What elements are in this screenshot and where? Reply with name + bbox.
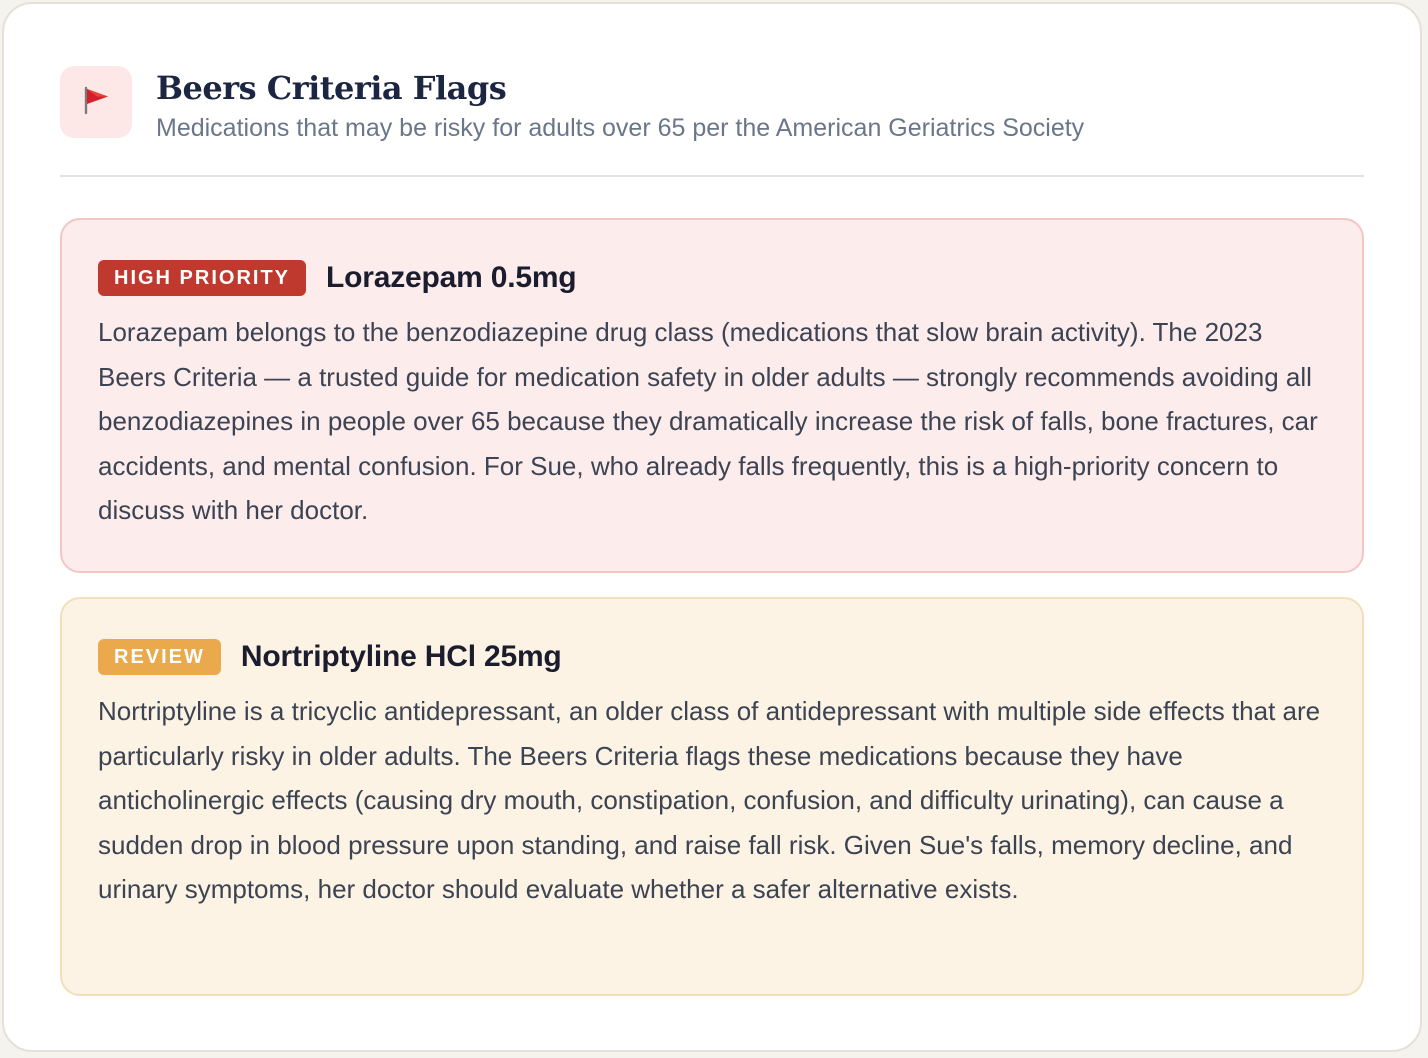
card-header [60,4,1364,142]
priority-badge: HIGH PRIORITY [98,260,306,296]
header-titles [156,66,1084,144]
page-title: Beers Criteria Flags [156,69,507,107]
flag-description: Lorazepam belongs to the benzodiazepine drug class (medications that slow brain activity). The 2023 Beers Criteria — a trusted guide for medication safety in older adults — strongly recommends avoiding all benzodiazepines in people over 65 because they dramatically increase the risk of falls, bone fractures, car accidents, and mental confusion. For Sue, who already falls frequently, this is a high-priority concern to discuss with her doctor. [98,317,1318,525]
page-subtitle: Medications that may be risky for adults over 65 per the American Geriatrics Society [156,114,1085,142]
medication-name: Lorazepam 0.5mg [326,261,577,294]
flag-card-header [98,637,1326,677]
flag-icon-container [60,66,132,138]
flag-description: Nortriptyline is a tricyclic antidepressant, an older class of antidepressant with multiple side effects that are particularly risky in older adults. The Beers Criteria flags these medications because they have anticholinergic effects (causing dry mouth, constipation, confusion, and difficulty urinating), can cause a sudden drop in blood pressure upon standing, and raise fall risk. Given Sue's falls, memory decline, and urinary symptoms, her doctor should evaluate whether a safer alternative exists. [98,696,1321,904]
priority-badge: REVIEW [98,639,221,675]
flag-card-lorazepam [60,218,1364,573]
flag-icon [78,82,114,123]
header-divider [60,175,1364,177]
medication-name: Nortriptyline HCl 25mg [240,640,562,673]
flag-card-header [98,258,1326,298]
beers-criteria-card [2,2,1422,1052]
flag-card-nortriptyline [60,597,1364,996]
